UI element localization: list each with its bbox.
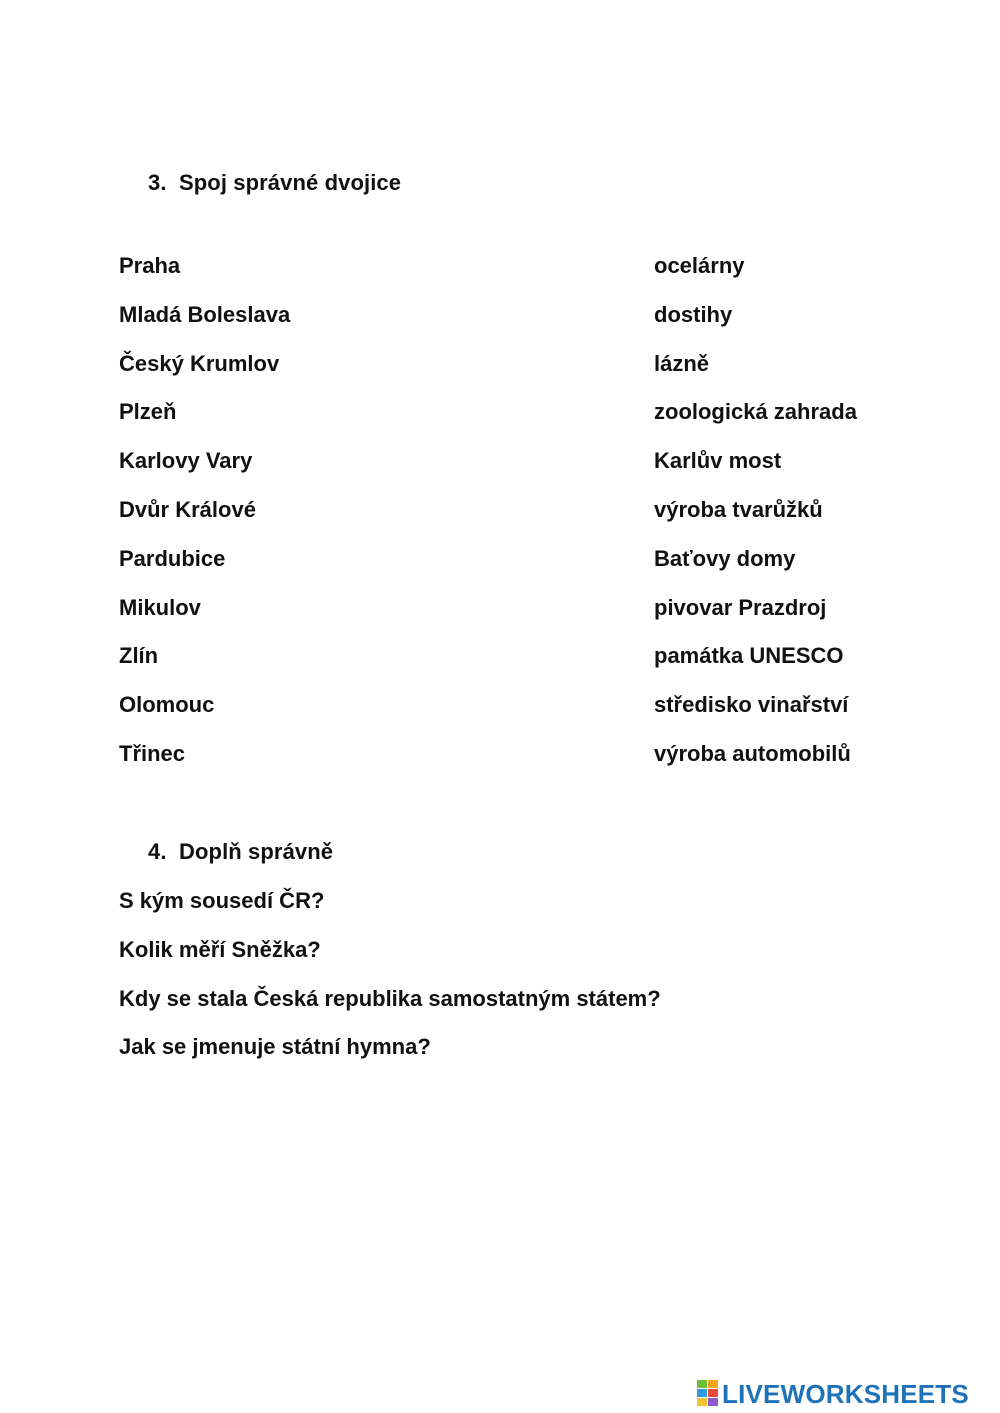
pair-row [0,302,1000,351]
attraction-item[interactable]: pivovar Prazdroj [654,594,827,620]
pair-row [0,448,1000,497]
city-item[interactable]: Třinec [119,740,186,766]
section-4-number: 4. [148,839,167,864]
city-item[interactable]: Olomouc [119,692,215,718]
city-item[interactable]: Český Krumlov [119,350,280,376]
city-item[interactable]: Praha [119,253,181,278]
pair-row [0,741,1000,790]
attraction-item[interactable]: dostihy [654,301,733,327]
pair-row [0,692,1000,741]
pair-row [0,643,1000,692]
section-3-number: 3. [148,170,167,195]
attraction-item[interactable]: zoologická zahrada [654,399,857,425]
logo-text: LIVEWORKSHEETS [722,1378,969,1409]
question-list [119,888,661,1083]
pair-row [0,595,1000,644]
pair-row [0,497,1000,546]
city-item[interactable]: Karlovy Vary [119,448,253,474]
attraction-item[interactable]: středisko vinařství [654,692,849,718]
city-item[interactable]: Zlín [119,643,159,669]
question-item: Kdy se stala Česká republika samostatným státem? [119,985,661,1011]
liveworksheets-logo[interactable] [697,1378,969,1410]
pair-row [0,253,1000,302]
city-item[interactable]: Pardubice [119,545,226,571]
city-item[interactable]: Mikulov [119,594,201,620]
question-item: S kým sousedí ČR? [119,888,325,913]
section-4-heading [148,839,333,865]
section-3-heading [148,170,401,196]
attraction-item[interactable]: lázně [654,350,710,376]
section-3-title: Spoj správné dvojice [179,170,402,195]
pair-row [0,546,1000,595]
pair-row [0,351,1000,400]
city-item[interactable]: Mladá Boleslava [119,301,291,327]
attraction-item[interactable]: památka UNESCO [654,643,844,669]
question-item: Kolik měří Sněžka? [119,936,321,962]
section-4-title: Doplň správně [179,839,334,864]
pair-row [0,399,1000,448]
attraction-item[interactable]: ocelárny [654,253,745,278]
attraction-item[interactable]: Karlův most [654,448,782,474]
city-item[interactable]: Dvůr Králové [119,496,256,522]
attraction-item[interactable]: výroba tvarůžků [654,496,823,522]
attraction-item[interactable]: výroba automobilů [654,740,851,766]
attraction-item[interactable]: Baťovy domy [654,545,796,571]
matching-pairs [0,253,1000,790]
liveworksheets-logo-icon [697,1380,719,1408]
question-item: Jak se jmenuje státní hymna? [119,1034,431,1060]
city-item[interactable]: Plzeň [119,399,177,425]
